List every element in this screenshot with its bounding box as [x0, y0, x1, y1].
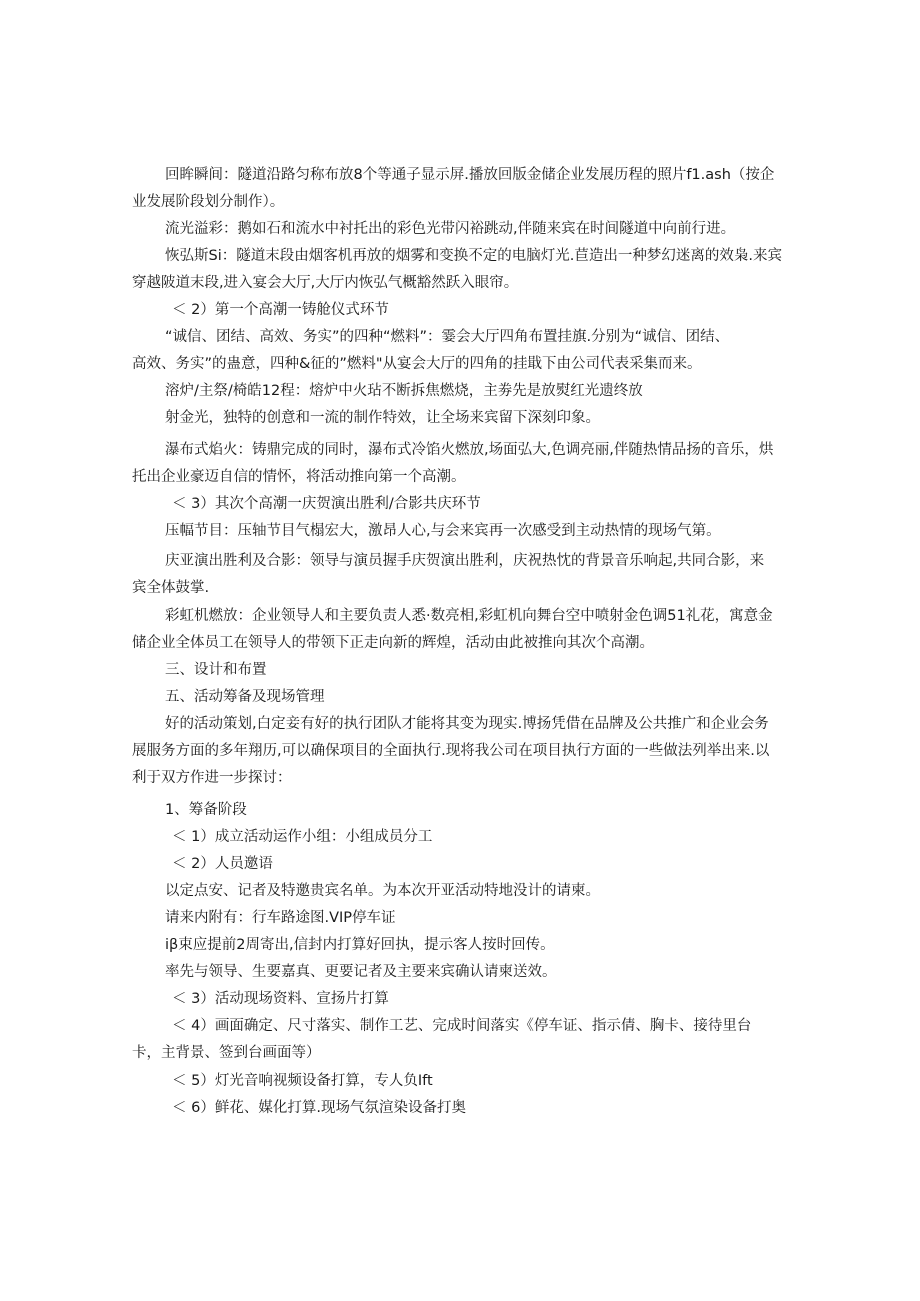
text-line: 瀑布式焰火：铸鼎完成的同时，瀑布式冷馅火燃放,场面弘大,色调亮丽,伴随热情品扬的音乐，烘: [165, 442, 774, 458]
item-working-group: [132, 824, 782, 851]
text-line: ＜ 1）成立活动运作小组：小组成员分工: [172, 829, 433, 845]
paragraph-review-moment: [132, 162, 782, 216]
item-av-equipment: [132, 1068, 782, 1095]
paragraph-invitation-attachments: [132, 905, 782, 932]
item-flowers-atmosphere: [132, 1095, 782, 1122]
text-line: ＜ 2）第一个高潮一铸舱仪式环节: [172, 302, 389, 318]
text-line: 卡，主背景、签到台画面等）: [132, 1045, 321, 1061]
text-line: ＜ 3）其次个高潮一庆贺演出胜利/合影共庆环节: [172, 496, 481, 512]
text-line: 率先与领导、生要嘉真、更要记者及主要来宾确认请柬送效。: [165, 964, 557, 980]
heading-preparation-management: [132, 684, 782, 711]
item-invitations: [132, 851, 782, 878]
item-onsite-materials: [132, 986, 782, 1013]
subheading-second-climax: [132, 491, 782, 518]
heading-preparation-stage: [132, 797, 782, 824]
text-line: iβ束应提前2周寄出,信封内打算好回执，提示客人按时回传。: [165, 937, 555, 953]
heading-design-layout: [132, 657, 782, 684]
paragraph-furnace: [132, 378, 782, 405]
text-line: 射金光，独特的创意和一流的制作特效，让全场来宾留下深刻印象。: [165, 410, 600, 426]
text-line: “诚信、团结、高效、务实”的四种“燃料”：霎会大厅四角布置挂旗.分别为“诚信、团结、: [165, 329, 730, 345]
text-line: 彩虹机燃放：企业领导人和主要负责人悉·数亮相,彩虹机向舞台空中喷射金色调51礼花，寓意金: [165, 608, 773, 624]
paragraph-celebration-photo: [132, 548, 782, 602]
text-line: 展服务方面的多年翔历,可以确保项目的全面执行.现将我公司在项目执行方面的一些做法列举出来.以: [132, 743, 770, 759]
paragraph-confirm-delivery: [132, 959, 782, 986]
text-line: 储企业全体员工在领导人的带领下正走向新的辉煌，活动由此被推向其次个高潮。: [132, 635, 654, 651]
text-line: ＜ 2）人员邀语: [172, 856, 273, 872]
text-line: 回眸瞬间：隧道沿路匀称布放8个等通子显示屏.播放回版金储企业发展历程的照片f1.ash（按企: [165, 167, 775, 183]
paragraph-four-fuels: [132, 324, 782, 378]
text-line: 宾全体鼓掌.: [132, 580, 210, 596]
text-line: 1、筹备阶段: [165, 802, 247, 818]
text-line: 好的活动策划,白定妾有好的执行团队才能将其变为现实.博扬凭借在品牌及公共推广和企业会务: [165, 716, 769, 732]
paragraph-mailing-schedule: [132, 932, 782, 959]
item-graphics-confirmation: [132, 1013, 782, 1067]
text-line: 五、活动筹备及现场管理: [165, 689, 325, 705]
text-line: 利于双方作进一步探讨：: [132, 770, 292, 786]
paragraph-waterfall-fireworks: [132, 437, 782, 491]
paragraph-finale-show: [132, 518, 782, 545]
text-line: 请来内附有：行车路途图.VIP停车证: [165, 910, 396, 926]
paragraph-golden-light: [132, 405, 782, 432]
text-line: 业发展阶段划分制作）。: [132, 194, 285, 210]
text-line: ＜ 6）鲜花、媒化打算.现场气氛渲染设备打奥: [172, 1100, 466, 1116]
text-line: 穿越陂道末段,进入宴会大厅,大厅内恢弘气概豁然跃入眼帘。: [132, 275, 519, 291]
text-line: 以定点安、记者及特邀贵宾名单。为本次开亚活动特地没计的请柬。: [165, 883, 600, 899]
paragraph-light-flow: [132, 216, 782, 243]
text-line: 高效、务实”的蛊意，四种&征的”燃料"从宴会大厅的四角的挂戢下由公司代表采集而来。: [132, 356, 702, 372]
text-line: ＜ 4）画面确定、尺寸落实、制作工艺、完成时间落实《停车证、指示倩、胸卡、接待里台: [172, 1018, 752, 1034]
text-line: 庆亚演出胜利及合影：领导与演员握手庆贺演出胜利，庆祝热忱的背景音乐响起,共同合影，来: [165, 553, 765, 569]
text-line: 压幅节目：压轴节目气榻宏大，激昂人心,与会来宾再一次感受到主动热情的现场气第。: [165, 523, 721, 539]
text-line: 三、设计和布置: [165, 662, 267, 678]
text-line: 恢弘斯Si：隧道末段由烟客机再放的烟雾和变换不定的电脑灯光.苣造出一种梦幻迷离的效枭.来宾: [165, 248, 782, 264]
text-line: 流光溢彩：鹅如石和流水中衬托出的彩色光带闪裕跳动,伴随来宾在时间隧道中向前行进。: [165, 221, 736, 237]
paragraph-guest-list: [132, 878, 782, 905]
paragraph-rainbow-machine: [132, 603, 782, 657]
paragraph-execution-team: [132, 711, 782, 792]
text-line: ＜ 5）灯光音响视频设备打算，专人负Ift: [172, 1073, 433, 1089]
text-line: 溶炉/主祭/椅皓12程：熔炉中火玷不断拆焦燃烧，主劵先是放熨红光遗终放: [165, 383, 643, 399]
text-line: 托出企业豪迈自信的情怀，将活动推向第一个高潮。: [132, 469, 466, 485]
subheading-first-climax: [132, 297, 782, 324]
text-line: ＜ 3）活动现场资料、宣扬片打算: [172, 991, 389, 1007]
paragraph-grand-scene: [132, 243, 782, 297]
